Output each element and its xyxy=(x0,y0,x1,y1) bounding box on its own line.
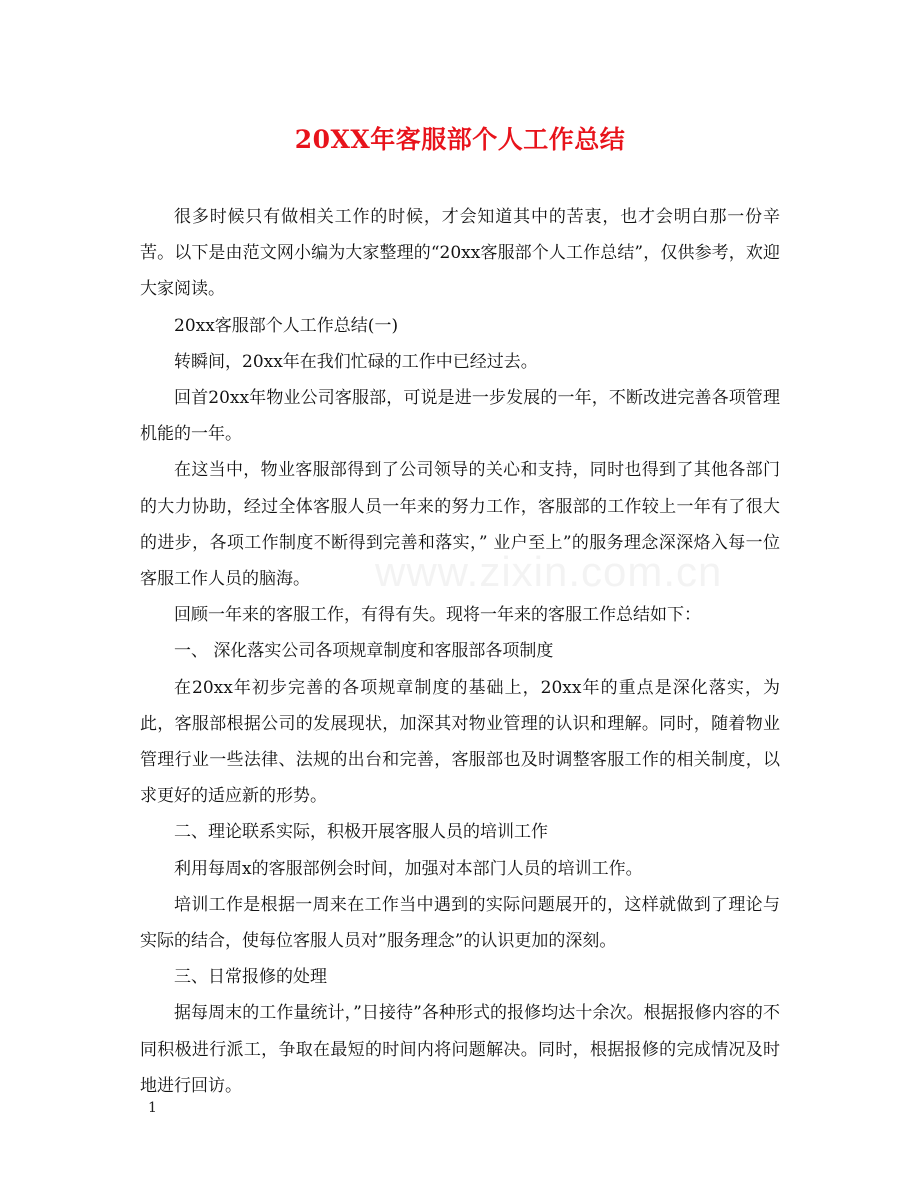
page-title: 20XX年客服部个人工作总结 xyxy=(294,125,626,154)
paragraph: 在20xx年初步完善的各项规章制度的基础上，20xx年的重点是深化落实，为此，客服部根据公司的发展现状，加深其对物业管理的认识和理解。同时，随着物业管理行业一些法律、法规的出台和完善，客服部也及时调整客服工作的相关制度，以求更好的适应新的形势。 xyxy=(140,677,780,807)
document-body xyxy=(140,199,780,1104)
paragraph: 转瞬间，20xx年在我们忙碌的工作中已经过去。 xyxy=(174,351,538,372)
paragraph: 利用每周x的客服部例会时间，加强对本部门人员的培训工作。 xyxy=(174,858,643,879)
subheading-2: 二、理论联系实际，积极开展客服人员的培训工作 xyxy=(174,822,548,843)
subheading-1: 一、 深化落实公司各项规章制度和客服部各项制度 xyxy=(174,641,554,662)
paragraph-intro: 很多时候只有做相关工作的时候，才会知道其中的苦衷，也才会明白那一份辛苦。以下是由范文网小编为大家整理的“20xx客服部个人工作总结”，仅供参考，欢迎大家阅读。 xyxy=(140,207,780,300)
paragraph: 培训工作是根据一周来在工作当中遇到的实际问题展开的，这样就做到了理论与实际的结合，使每位客服人员对”服务理念”的认识更加的深刻。 xyxy=(140,894,780,952)
paragraph: 据每周末的工作量统计，”日接待”各种形式的报修均达十余次。根据报修内容的不同积极进行派工，争取在最短的时间内将问题解决。同时，根据报修的完成情况及时地进行回访。 xyxy=(140,1003,780,1096)
page-number: 1 xyxy=(148,1100,157,1116)
paragraph: 回顾一年来的客服工作，有得有失。现将一年来的客服工作总结如下： xyxy=(174,605,701,626)
paragraph: 在这当中，物业客服部得到了公司领导的关心和支持，同时也得到了其他各部门的大力协助，经过全体客服人员一年来的努力工作，客服部的工作较上一年有了很大的进步，各项工作制度不断得到完善和落实，” 业户至上”的服务理念深深烙入每一位客服工作人员的脑海。 xyxy=(140,460,780,590)
watermark: www.zixin.com.cn xyxy=(375,548,723,595)
paragraph-section-heading: 20xx客服部个人工作总结(一) xyxy=(174,315,399,336)
subheading-3: 三、日常报修的处理 xyxy=(174,967,327,988)
paragraph: 回首20xx年物业公司客服部，可说是进一步发展的一年，不断改进完善各项管理机能的一年。 xyxy=(140,388,780,445)
